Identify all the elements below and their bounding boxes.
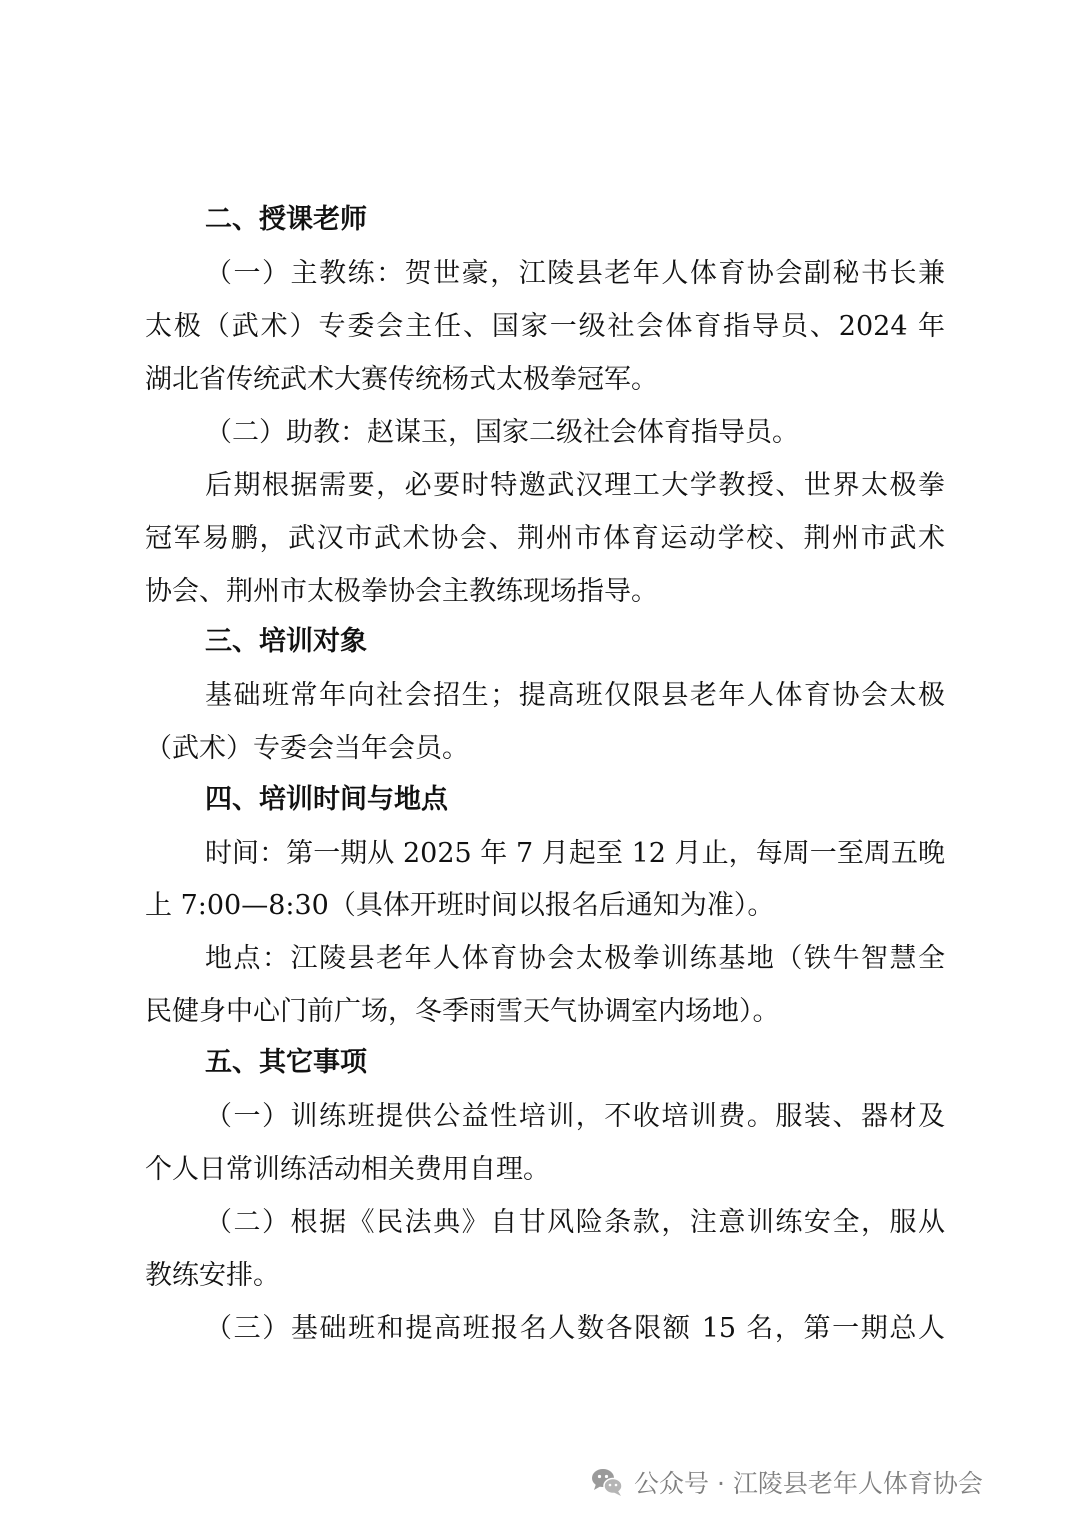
paragraph-line: （二）助教：赵谋玉，国家二级社会体育指导员。 — [205, 417, 799, 448]
section-heading-trainees: 三、培训对象 — [205, 626, 367, 657]
paragraph-line: （三）基础班和提高班报名人数各限额 15 名，第一期总人 — [205, 1313, 945, 1344]
paragraph-line: 地点：江陵县老年人体育协会太极拳训练基地（铁牛智慧全 — [205, 943, 945, 974]
paragraph-line: 冠军易鹏，武汉市武术协会、荆州市体育运动学校、荆州市武术 — [145, 523, 945, 554]
paragraph-line: （武术）专委会当年会员。 — [145, 733, 469, 764]
paragraph-line: （一）训练班提供公益性培训，不收培训费。服装、器材及 — [205, 1101, 945, 1132]
wechat-watermark — [590, 1460, 983, 1504]
paragraph-line: 太极（武术）专委会主任、国家一级社会体育指导员、2024 年 — [145, 311, 945, 342]
paragraph-line: 基础班常年向社会招生；提高班仅限县老年人体育协会太极 — [205, 680, 945, 711]
paragraph-line: 协会、荆州市太极拳协会主教练现场指导。 — [145, 576, 658, 607]
paragraph-line: （一）主教练：贺世豪，江陵县老年人体育协会副秘书长兼 — [205, 258, 945, 289]
paragraph-line: 湖北省传统武术大赛传统杨式太极拳冠军。 — [145, 364, 658, 395]
paragraph-line: 教练安排。 — [145, 1260, 280, 1291]
paragraph-line: （二）根据《民法典》自甘风险条款，注意训练安全，服从 — [205, 1207, 945, 1238]
paragraph-line: 时间：第一期从 2025 年 7 月起至 12 月止，每周一至周五晚 — [205, 838, 945, 869]
paragraph-line: 个人日常训练活动相关费用自理。 — [145, 1154, 550, 1185]
paragraph-line: 后期根据需要，必要时特邀武汉理工大学教授、世界太极拳 — [205, 470, 945, 501]
section-heading-instructors: 二、授课老师 — [205, 204, 367, 235]
watermark-text: 公众号 · 江陵县老年人体育协会 — [634, 1469, 983, 1498]
paragraph-line: 上 7:00—8:30（具体开班时间以报名后通知为准）。 — [145, 890, 775, 921]
wechat-icon — [590, 1465, 624, 1499]
paragraph-line: 民健身中心门前广场，冬季雨雪天气协调室内场地）。 — [145, 996, 780, 1027]
section-heading-time-place: 四、培训时间与地点 — [205, 784, 448, 815]
section-heading-other-matters: 五、其它事项 — [205, 1047, 367, 1078]
